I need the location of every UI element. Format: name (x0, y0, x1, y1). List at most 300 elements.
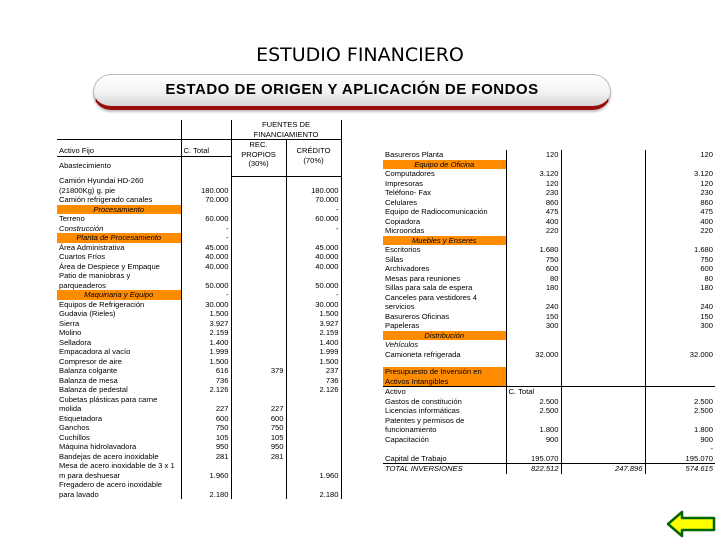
total-cost-cell: 120 (506, 150, 561, 160)
own-resources-cell (231, 252, 286, 262)
table-row (383, 188, 715, 198)
table-row (383, 416, 715, 435)
item-label: Escritorios (383, 245, 506, 255)
table-row (383, 217, 715, 227)
item-label: Cuartos Fríos (57, 252, 181, 262)
own-resources-cell (561, 416, 645, 435)
own-resources-cell (231, 205, 286, 215)
credit-cell: 40.000 (286, 252, 341, 262)
col-header-asset: Activo Fijo (57, 140, 181, 157)
credit-cell: 300 (700, 321, 713, 330)
total-cost-cell: 3.120 (506, 169, 561, 179)
item-label: Mesas para reuniones (383, 274, 506, 284)
item-label: Celulares (383, 198, 506, 208)
table-row (57, 366, 341, 376)
own-resources-cell (561, 312, 645, 322)
item-label: Vehículos (383, 340, 506, 350)
own-resources-cell (231, 338, 286, 348)
credit-cell (286, 414, 341, 424)
own-resources-cell: 950 (231, 442, 286, 452)
table-row (57, 271, 341, 290)
credit-cell: 180.000 (286, 176, 341, 195)
table-row (57, 433, 341, 443)
own-resources-cell (231, 328, 286, 338)
table-header-row (57, 120, 341, 140)
total-cost-cell: 2.180 (181, 480, 231, 499)
item-label: Equipos de Refrigeración (57, 300, 181, 310)
table-row (57, 414, 341, 424)
total-cost-cell: 45.000 (181, 243, 231, 253)
item-label: Activo (383, 387, 506, 397)
credit-cell: 2.180 (286, 480, 341, 499)
col-header-own-resources: REC. PROPIOS (30%) (231, 140, 286, 177)
item-label: Gudavia (Rieles) (57, 309, 181, 319)
credit-cell (286, 423, 341, 433)
item-label: Capital de Trabajo (383, 454, 506, 464)
credit-cell (286, 452, 341, 462)
credit-cell: 1.500 (286, 357, 341, 367)
own-resources-cell: 600 (231, 414, 286, 424)
back-arrow-icon[interactable] (666, 510, 716, 538)
total-cost-cell: 600 (181, 414, 231, 424)
total-cost-cell: 30.000 (181, 300, 231, 310)
credit-cell (645, 331, 715, 341)
funding-sources-header: FUENTES DE FINANCIAMIENTO (231, 120, 341, 140)
own-resources-cell (561, 444, 645, 454)
item-label: Basureros Oficinas (383, 312, 506, 322)
own-resources-cell (561, 283, 645, 293)
item-label: Empacadora al vacío (57, 347, 181, 357)
item-label: Camioneta refrigerada (383, 350, 506, 360)
subheader-supply: Abastecimiento (57, 156, 181, 176)
item-label: Terreno (57, 214, 181, 224)
table-row (383, 169, 715, 179)
total-cost-cell: 1.680 (506, 245, 561, 255)
fixed-assets-table (57, 120, 342, 499)
table-row (57, 452, 341, 462)
table-header-row (57, 140, 341, 157)
item-label: Ganchos (57, 423, 181, 433)
own-resources-cell (561, 226, 645, 236)
table-row (57, 300, 341, 310)
item-label: Selladora (57, 338, 181, 348)
own-resources-cell (231, 319, 286, 329)
credit-cell: 150 (700, 311, 713, 321)
own-resources-cell (561, 264, 645, 274)
item-label: Equipo de Radiocomunicación (383, 207, 506, 217)
credit-cell (286, 395, 341, 414)
own-resources-cell (561, 293, 645, 312)
credit-cell: 120 (700, 178, 713, 188)
item-label: Archivadores (383, 264, 506, 274)
table-row (383, 207, 715, 217)
table-row (383, 198, 715, 208)
total-cost-cell: 32.000 (506, 350, 561, 360)
credit-cell: 237 (286, 366, 341, 376)
total-cost-cell: 616 (181, 366, 231, 376)
table-row (383, 274, 715, 284)
item-label: Cubetas plásticas para carne molida (57, 395, 181, 414)
total-cost-cell (506, 331, 561, 341)
credit-cell (286, 433, 341, 443)
total-cost-cell: - (181, 290, 231, 300)
item-label: Patio de maniobras y parqueaderos (57, 271, 181, 290)
own-resources-cell (561, 350, 645, 360)
total-cost-cell: 860 (506, 198, 561, 208)
total-cost-cell: 195.070 (506, 454, 561, 464)
total-cost-cell: 240 (506, 293, 561, 312)
credit-cell: 2.500 (693, 406, 713, 415)
table-row (383, 340, 715, 350)
own-resources-cell (231, 176, 286, 195)
own-resources-cell: 247.896 (561, 464, 645, 474)
own-resources-cell (231, 347, 286, 357)
item-label: Área Administrativa (57, 243, 181, 253)
own-resources-cell (561, 331, 645, 341)
total-cost-cell: 750 (506, 255, 561, 265)
total-cost-cell: 281 (181, 452, 231, 462)
own-resources-cell (231, 262, 286, 272)
table-row (57, 224, 341, 234)
total-cost-cell: 900 (506, 435, 561, 445)
intangibles-title: Presupuesto de Inversión en Activos Intangibles (383, 367, 506, 387)
table-row (57, 309, 341, 319)
total-cost-cell: 300 (506, 321, 561, 331)
total-cost-cell: 50.000 (181, 271, 231, 290)
item-label: Basureros Planta (383, 150, 506, 160)
credit-cell: 860 (700, 197, 713, 207)
credit-cell: 230 (700, 188, 713, 197)
own-resources-cell (561, 245, 645, 255)
total-cost-cell: 1.800 (506, 416, 561, 435)
credit-cell (645, 236, 715, 246)
table-row (57, 176, 341, 195)
credit-cell: 45.000 (286, 243, 341, 253)
table-row (57, 243, 341, 253)
total-cost-cell: 180 (506, 283, 561, 293)
total-cost-cell (506, 236, 561, 246)
credit-cell: 80 (704, 273, 713, 283)
section-row (383, 236, 715, 246)
section-label: Procesamiento (57, 205, 181, 215)
own-resources-cell (561, 179, 645, 189)
total-cost-cell: 1.500 (181, 357, 231, 367)
own-resources-cell (231, 243, 286, 253)
own-resources-cell (561, 274, 645, 284)
item-label: Cuchillos (57, 433, 181, 443)
credit-cell: 3.120 (693, 169, 713, 178)
own-resources-cell (231, 357, 286, 367)
item-label: Etiquetadora (57, 414, 181, 424)
section-banner (93, 74, 611, 110)
credit-cell: 1.999 (286, 347, 341, 357)
item-label: Copiadora (383, 217, 506, 227)
credit-cell: 120 (700, 150, 713, 159)
col-header-credit: CRÉDITO (70%) (286, 140, 341, 177)
credit-cell: - (286, 224, 341, 234)
own-resources-cell (561, 236, 645, 246)
own-resources-cell (231, 461, 286, 480)
table-row (57, 423, 341, 433)
credit-cell: 475 (700, 207, 713, 216)
own-resources-cell: 281 (231, 452, 286, 462)
table-row (383, 255, 715, 265)
own-resources-cell: 105 (231, 433, 286, 443)
item-label: Fregadero de acero inoxidable para lavado (57, 480, 181, 499)
own-resources-cell (231, 214, 286, 224)
own-resources-cell: 379 (231, 366, 286, 376)
total-cost-cell: 40.000 (181, 252, 231, 262)
credit-cell: 32.000 (689, 349, 713, 359)
total-cost-cell: 150 (506, 312, 561, 322)
own-resources-cell (561, 150, 645, 160)
own-resources-cell (561, 188, 645, 198)
table-row (57, 442, 341, 452)
item-label: Papeleras (383, 321, 506, 331)
own-resources-cell (231, 195, 286, 205)
table-row (383, 226, 715, 236)
own-resources-cell (231, 376, 286, 386)
total-row (383, 464, 715, 474)
credit-cell: 750 (700, 254, 713, 264)
intangibles-title-row (383, 367, 715, 387)
table-row (57, 461, 341, 480)
total-cost-cell (506, 444, 561, 454)
credit-cell (286, 442, 341, 452)
total-cost-cell: 230 (506, 188, 561, 198)
section-label: Planta de Procesamiento (57, 233, 181, 243)
table-row (57, 328, 341, 338)
item-label: Computadores (383, 169, 506, 179)
table-row (383, 179, 715, 189)
own-resources-cell (231, 300, 286, 310)
section-row (57, 233, 341, 243)
own-resources-cell (561, 340, 645, 350)
table-row (383, 406, 715, 416)
credit-cell (645, 340, 715, 350)
total-cost-cell: 750 (181, 423, 231, 433)
credit-cell: 40.000 (286, 262, 341, 272)
section-row (383, 160, 715, 170)
credit-cell: 1.960 (286, 461, 341, 480)
section-row (383, 331, 715, 341)
item-label: Máquina hidrolavadora (57, 442, 181, 452)
item-label: Camión refrigerado canales (57, 195, 181, 205)
item-label: Canceles para vestidores 4 servicios (383, 293, 506, 312)
total-cost-cell (181, 205, 231, 215)
table-row (57, 195, 341, 205)
table-row (383, 444, 715, 454)
item-label: Molino (57, 328, 181, 338)
table-row (383, 293, 715, 312)
item-label: Sillas (383, 255, 506, 265)
item-label: Área de Despiece y Empaque (57, 262, 181, 272)
credit-cell: 600 (700, 264, 713, 273)
credit-cell: 1.500 (286, 309, 341, 319)
total-cost-cell: 1.500 (181, 309, 231, 319)
total-cost-cell: - (181, 224, 231, 234)
item-label: Sillas para sala de espera (383, 283, 506, 293)
col-header-total: C. Total (181, 140, 231, 157)
credit-cell: 240 (700, 302, 713, 311)
credit-cell (645, 160, 715, 170)
total-cost-cell: 60.000 (181, 214, 231, 224)
credit-cell: 180 (700, 283, 713, 292)
own-resources-cell (231, 271, 286, 290)
table-row (383, 312, 715, 322)
item-label: Sierra (57, 319, 181, 329)
table-row (383, 435, 715, 445)
own-resources-cell (561, 255, 645, 265)
table-row (57, 338, 341, 348)
credit-cell: 220 (700, 226, 713, 235)
item-label: Balanza de mesa (57, 376, 181, 386)
own-resources-cell (231, 233, 286, 243)
item-label: Capacitación (383, 435, 506, 445)
own-resources-cell (231, 309, 286, 319)
total-cost-cell: 2.126 (181, 385, 231, 395)
own-resources-cell (561, 207, 645, 217)
own-resources-cell (561, 217, 645, 227)
table-row (383, 350, 715, 360)
credit-cell: 30.000 (286, 300, 341, 310)
item-label: Balanza colgante (57, 366, 181, 376)
total-cost-cell (506, 340, 561, 350)
table-row (57, 262, 341, 272)
fixed-assets-table-continued (383, 150, 715, 474)
total-cost-cell (506, 160, 561, 170)
table-row (383, 245, 715, 255)
credit-cell: 70.000 (286, 195, 341, 205)
own-resources-cell (561, 160, 645, 170)
total-cost-cell: C. Total (506, 387, 561, 397)
total-label: TOTAL INVERSIONES (383, 464, 506, 474)
table-row (57, 347, 341, 357)
table-row (57, 214, 341, 224)
item-label: Gastos de constitución (383, 397, 506, 407)
own-resources-cell: 750 (231, 423, 286, 433)
table-row (57, 319, 341, 329)
credit-cell (645, 387, 715, 397)
total-cost-cell: 950 (181, 442, 231, 452)
total-cost-cell: 3.927 (181, 319, 231, 329)
item-label: Patentes y permisos de funcionamiento (383, 416, 506, 435)
table-row (57, 385, 341, 395)
section-label: Muebles y Enseres (383, 236, 506, 246)
table-row (57, 395, 341, 414)
section-row (57, 290, 341, 300)
credit-cell: 50.000 (286, 271, 341, 290)
credit-cell: 1.800 (693, 425, 713, 434)
item-label: Licencias informáticas (383, 406, 506, 416)
total-cost-cell: 40.000 (181, 262, 231, 272)
total-cost-cell: 105 (181, 433, 231, 443)
own-resources-cell: 227 (231, 395, 286, 414)
total-cost-cell: 475 (506, 207, 561, 217)
total-cost-cell: 2.500 (506, 397, 561, 407)
item-label: Microondas (383, 226, 506, 236)
credit-cell: - (286, 290, 341, 300)
own-resources-cell (561, 406, 645, 416)
credit-cell: 2.126 (286, 385, 341, 395)
credit-cell: 736 (286, 376, 341, 386)
table-row (383, 387, 715, 397)
total-cost-cell: 1.999 (181, 347, 231, 357)
total-cost-cell: 736 (181, 376, 231, 386)
credit-cell: - (286, 205, 341, 215)
own-resources-cell (231, 385, 286, 395)
total-cost-cell: 1.960 (181, 461, 231, 480)
credit-cell: - (710, 444, 713, 453)
total-cost-cell: 80 (506, 274, 561, 284)
item-label: Construcción (57, 224, 181, 234)
own-resources-cell (231, 480, 286, 499)
table-row (57, 480, 341, 499)
table-row (57, 252, 341, 262)
credit-cell: 574.615 (645, 464, 715, 474)
item-label: Mesa de acero inoxidable de 3 x 1 m para deshuesar (57, 461, 181, 480)
own-resources-cell (561, 169, 645, 179)
credit-cell: 1.680 (693, 245, 713, 254)
credit-cell: 3.927 (286, 319, 341, 329)
total-cost-cell: 227 (181, 395, 231, 414)
credit-cell: 400 (700, 216, 713, 226)
table-row (57, 357, 341, 367)
own-resources-cell (561, 198, 645, 208)
total-cost-cell: 822.512 (506, 464, 561, 474)
table-row (383, 321, 715, 331)
item-label: Camión Hyundai HD-260 (21800Kg) g. pie (57, 176, 181, 195)
total-cost-cell: 600 (506, 264, 561, 274)
credit-cell: 900 (700, 434, 713, 444)
spacer-row (383, 359, 715, 367)
credit-cell: 1.400 (286, 338, 341, 348)
item-label: Compresor de aire (57, 357, 181, 367)
section-label: Distribución (383, 331, 506, 341)
credit-cell: 195.070 (685, 453, 713, 463)
own-resources-cell (561, 387, 645, 397)
table-row (383, 264, 715, 274)
own-resources-cell (231, 224, 286, 234)
credit-cell (286, 233, 341, 243)
item-label: Bandejas de acero inoxidable (57, 452, 181, 462)
item-label (383, 444, 506, 454)
own-resources-cell (561, 435, 645, 445)
table-row (383, 283, 715, 293)
table-row (383, 150, 715, 160)
table-row (383, 454, 715, 464)
own-resources-cell (561, 397, 645, 407)
total-cost-cell: 400 (506, 217, 561, 227)
own-resources-cell (561, 454, 645, 464)
section-label: Equipo de Oficina (383, 160, 506, 170)
total-cost-cell: 2.500 (506, 406, 561, 416)
table-row (383, 397, 715, 407)
total-cost-cell: 220 (506, 226, 561, 236)
own-resources-cell (561, 321, 645, 331)
total-cost-cell: 2.159 (181, 328, 231, 338)
item-label: Impresoras (383, 179, 506, 189)
credit-cell: 2.500 (693, 396, 713, 406)
credit-cell: 2.159 (286, 328, 341, 338)
credit-cell: 60.000 (286, 214, 341, 224)
total-cost-cell: 120 (506, 179, 561, 189)
item-label: Balanza de pedestal (57, 385, 181, 395)
own-resources-cell (231, 290, 286, 300)
section-label: Maquinaria y Equipo (57, 290, 181, 300)
page-title: ESTUDIO FINANCIERO (256, 44, 464, 66)
total-cost-cell: 180.000 (181, 176, 231, 195)
